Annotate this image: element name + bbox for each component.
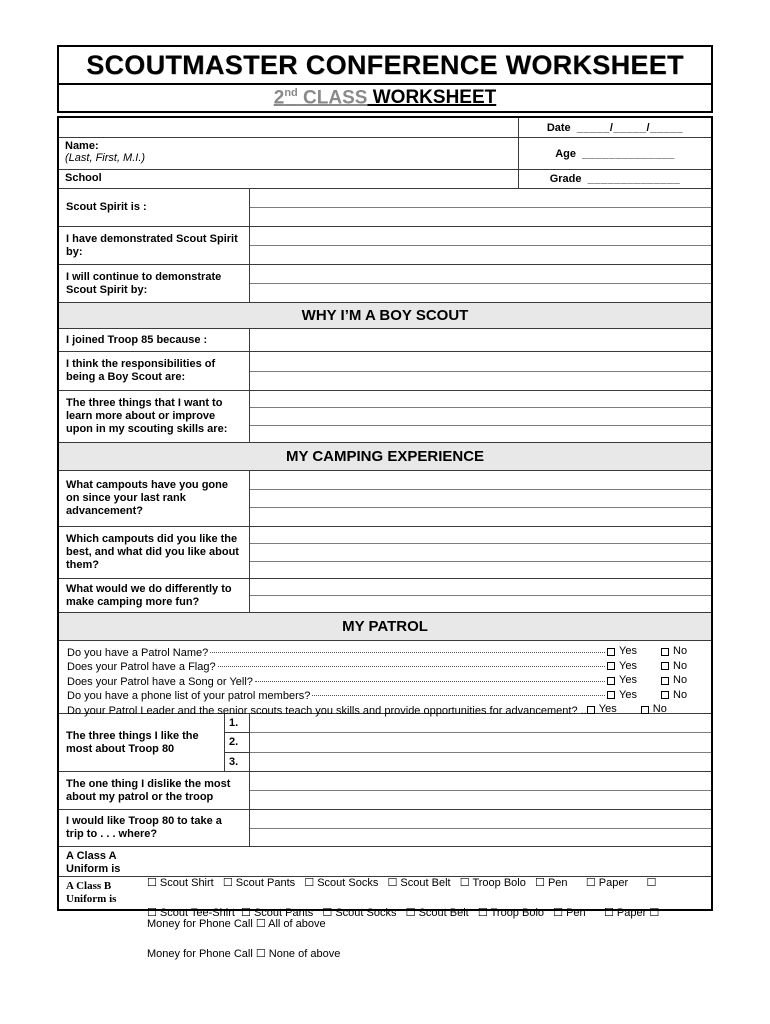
no-checkbox[interactable]: [641, 706, 649, 714]
write-line[interactable]: [250, 562, 711, 578]
date-label: Date: [546, 121, 577, 134]
class-b-items-line1[interactable]: ☐ Scout Tee-Shirt ☐ Scout Pants ☐ Scout Socks ☐ Scout Belt ☐ Troop Bolo ☐ Pen ☐ Paper ☐: [147, 907, 660, 919]
three-things-like-label: The three things I like the most about Troop 80: [59, 714, 225, 771]
no-option[interactable]: No: [661, 674, 703, 687]
no-checkbox[interactable]: [661, 648, 669, 656]
yes-option[interactable]: Yes: [607, 674, 661, 687]
joined-troop-label: I joined Troop 85 because :: [59, 329, 250, 351]
patrol-question-text: Does your Patrol have a Flag?: [67, 661, 216, 673]
class-a-items-line1[interactable]: ☐ Scout Shirt ☐ Scout Pants ☐ Scout Socks ☐ Scout Belt ☐ Troop Bolo ☐ Pen ☐ Paper ☐: [147, 877, 657, 889]
write-line[interactable]: [250, 265, 711, 284]
date-blank[interactable]: _____/_____/_____: [576, 121, 684, 134]
name-row: [59, 138, 711, 170]
header-box: [57, 45, 713, 113]
yes-checkbox[interactable]: [587, 706, 595, 714]
yes-checkbox[interactable]: [607, 662, 615, 670]
write-line[interactable]: [250, 352, 711, 372]
responsibilities-label: I think the responsibilities of being a Boy Scout are:: [59, 352, 250, 390]
write-line[interactable]: [250, 391, 711, 408]
patrol-question-row: [67, 660, 703, 675]
section-header-patrol: MY PATROL: [59, 613, 711, 641]
demonstrated-spirit-row: [59, 227, 711, 265]
patrol-questions-block: [59, 641, 711, 717]
write-line[interactable]: [250, 208, 711, 226]
write-line[interactable]: [250, 596, 711, 612]
responsibilities-row: [59, 352, 711, 391]
continue-spirit-row: [59, 265, 711, 303]
worksheet-page: [57, 45, 713, 960]
school-label[interactable]: School: [65, 172, 102, 184]
item-number: 3.: [229, 755, 239, 768]
dotted-leader: [218, 666, 605, 667]
grade-label: Grade: [549, 173, 588, 185]
dotted-leader: [312, 695, 605, 696]
date-row-empty-cell: [59, 118, 518, 137]
patrol-question-text: Do you have a phone list of your patrol members?: [67, 690, 311, 702]
write-line[interactable]: [250, 733, 711, 752]
trip-label: I would like Troop 80 to take a trip to . . . where?: [59, 810, 250, 846]
class-b-items-line2[interactable]: Money for Phone Call ☐ None of above: [147, 947, 341, 960]
section-header-camping: MY CAMPING EXPERIENCE: [59, 443, 711, 471]
no-option[interactable]: No: [661, 660, 703, 673]
no-option[interactable]: No: [661, 689, 703, 702]
dislike-label: The one thing I dislike the most about my patrol or the troop: [59, 772, 250, 809]
camping-more-fun-label: What would we do differently to make camping more fun?: [59, 579, 250, 612]
name-format-hint: (Last, First, M.I.): [65, 152, 146, 164]
scout-spirit-label: Scout Spirit is :: [59, 189, 250, 226]
dotted-leader: [210, 652, 605, 653]
patrol-question-row: [67, 689, 703, 704]
item-number: 1.: [225, 714, 249, 733]
patrol-question-text: Do you have a Patrol Name?: [67, 646, 209, 659]
yes-option[interactable]: Yes: [607, 660, 661, 673]
subtitle-worksheet-part: WORKSHEET: [367, 87, 497, 108]
dislike-row: [59, 772, 711, 810]
patrol-question-text: Do your Patrol Leader and the senior scouts teach you skills and provide opportunities for advancement? ..: [67, 704, 587, 717]
patrol-question-row: [67, 674, 703, 689]
subtitle-class-part: 2nd CLASS: [273, 86, 368, 108]
write-line[interactable]: [250, 189, 711, 208]
no-option[interactable]: No: [641, 703, 683, 716]
write-line[interactable]: [250, 426, 711, 442]
campouts-gone-row: [59, 471, 711, 527]
dotted-leader: [255, 681, 605, 682]
write-line[interactable]: [250, 527, 711, 544]
age-label: Age: [555, 147, 583, 160]
class-a-label: A Class A Uniform is: [66, 850, 121, 875]
no-checkbox[interactable]: [661, 677, 669, 685]
page-subtitle: [59, 85, 711, 111]
learn-improve-row: [59, 391, 711, 443]
write-line[interactable]: [250, 753, 711, 771]
write-line[interactable]: [250, 791, 711, 809]
write-line[interactable]: [250, 579, 711, 596]
campouts-gone-label: What campouts have you gone on since your last rank advancement?: [59, 471, 250, 526]
write-line[interactable]: [250, 408, 711, 425]
class-a-items-line2[interactable]: Money for Phone Call ☐ All of above: [147, 917, 326, 930]
write-line[interactable]: [250, 772, 711, 791]
demonstrated-spirit-label: I have demonstrated Scout Spirit by:: [59, 227, 250, 264]
no-checkbox[interactable]: [661, 691, 669, 699]
yes-option[interactable]: Yes: [607, 645, 661, 658]
worksheet-table: [57, 116, 713, 960]
grade-blank[interactable]: ______________: [587, 173, 681, 185]
write-line[interactable]: [250, 471, 711, 490]
name-cell[interactable]: [59, 138, 518, 169]
write-line[interactable]: [250, 829, 711, 847]
write-line[interactable]: [250, 714, 711, 733]
write-line[interactable]: [250, 544, 711, 561]
write-line[interactable]: [250, 246, 711, 264]
item-number: 2.: [225, 733, 249, 752]
camping-more-fun-row: [59, 579, 711, 613]
age-blank[interactable]: ______________: [582, 147, 675, 160]
campouts-liked-row: [59, 527, 711, 579]
learn-improve-label: The three things that I want to learn more about or improve upon in my scouting skills are:: [59, 391, 250, 442]
yes-option[interactable]: Yes: [607, 689, 661, 702]
no-checkbox[interactable]: [661, 662, 669, 670]
school-row: [59, 170, 711, 189]
class-b-label: A Class B Uniform is: [66, 880, 117, 905]
write-line[interactable]: [250, 810, 711, 829]
yes-checkbox[interactable]: [607, 677, 615, 685]
name-label: Name:: [65, 140, 99, 152]
grade-cell: [518, 170, 711, 188]
write-line[interactable]: [250, 508, 711, 526]
write-line[interactable]: [250, 284, 711, 302]
write-line[interactable]: [250, 329, 711, 351]
date-cell: [518, 118, 711, 137]
joined-troop-row: [59, 329, 711, 352]
yes-option[interactable]: Yes: [587, 703, 641, 716]
write-line[interactable]: [250, 490, 711, 509]
campouts-liked-label: Which campouts did you like the best, and what did you like about them?: [59, 527, 250, 578]
write-line[interactable]: [250, 227, 711, 246]
three-things-numbers: [225, 714, 250, 771]
patrol-question-text: Does your Patrol have a Song or Yell?: [67, 675, 253, 688]
scout-spirit-row: [59, 189, 711, 227]
yes-checkbox[interactable]: [607, 691, 615, 699]
no-option[interactable]: No: [661, 645, 703, 658]
age-cell: [518, 138, 711, 169]
trip-row: [59, 810, 711, 847]
page-title: SCOUTMASTER CONFERENCE WORKSHEET: [59, 47, 711, 85]
section-header-boy-scout: WHY I’M A BOY SCOUT: [59, 303, 711, 329]
date-row: [59, 118, 711, 138]
continue-spirit-label: I will continue to demonstrate Scout Spirit by:: [59, 265, 250, 302]
patrol-question-row: [67, 645, 703, 660]
three-things-like-row: [59, 714, 711, 772]
write-line[interactable]: [250, 372, 711, 391]
yes-checkbox[interactable]: [607, 648, 615, 656]
